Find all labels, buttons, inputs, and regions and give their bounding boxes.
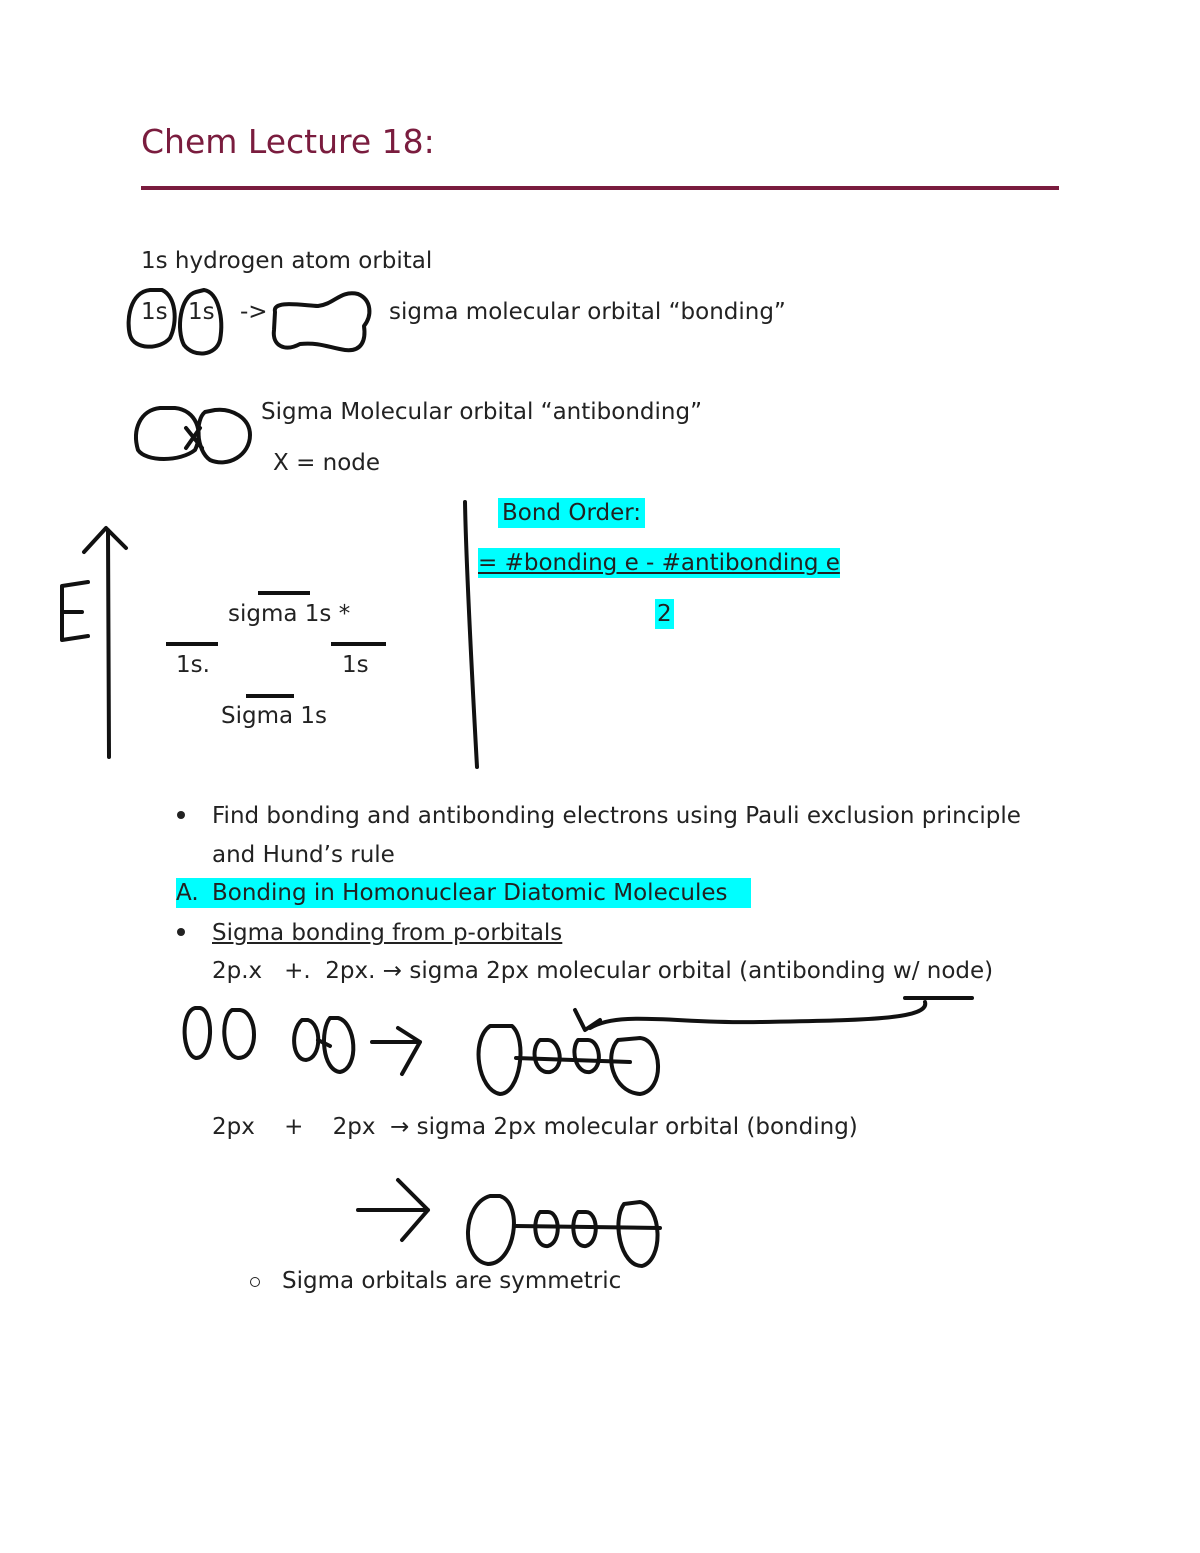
p-orbital-dot — [318, 1040, 330, 1046]
orbital-label-1s-a: 1s — [141, 299, 168, 325]
energy-level-upper-label: sigma 1s * — [228, 601, 351, 627]
bonding-2px-line: 2px + 2px → sigma 2px molecular orbital (bonding) — [212, 1114, 858, 1140]
right-arrow-sketch — [358, 1180, 428, 1240]
bonding-mo-shape — [274, 293, 370, 350]
bond-order-label: Bond Order: — [498, 498, 645, 528]
sub-bullet-circle — [250, 1277, 260, 1287]
bullet-dot — [177, 928, 185, 936]
node-note: X = node — [273, 450, 381, 476]
bullet1-line2: and Hund’s rule — [212, 842, 395, 868]
node-x-mark — [186, 428, 202, 448]
section-a-text: Bonding in Homonuclear Diatomic Molecules — [212, 880, 728, 906]
antibonding-circle-left — [136, 408, 199, 459]
energy-axis-label-e — [62, 582, 88, 640]
orbital-label-1s-b: 1s — [188, 299, 215, 325]
right-arrow-sketch — [372, 1028, 420, 1074]
antibonding-caption: Sigma Molecular orbital “antibonding” — [261, 399, 702, 425]
axis-line-sketch — [516, 1058, 630, 1062]
title-rule — [141, 186, 1059, 190]
bonding-2p-shape — [468, 1196, 658, 1266]
energy-level-upper-line — [258, 591, 310, 595]
section-heading-1s: 1s hydrogen atom orbital — [141, 248, 433, 274]
energy-level-right-line — [331, 642, 386, 646]
curved-pointer-arrow — [575, 1002, 925, 1030]
p-orbital-lobe — [185, 1008, 210, 1058]
bullet1-line1: Find bonding and antibonding electrons using Pauli exclusion principle — [212, 803, 1021, 829]
vertical-divider — [465, 502, 477, 767]
energy-level-lower-line — [246, 694, 294, 698]
energy-level-left-line — [166, 642, 218, 646]
antibonding-2p-shape — [479, 1026, 658, 1094]
energy-level-right-label: 1s — [342, 652, 369, 678]
sub-bullet-text: Sigma orbitals are symmetric — [282, 1268, 622, 1294]
p-orbital-lobe — [324, 1018, 353, 1072]
bullet-dot — [177, 811, 185, 819]
axis-line-sketch — [516, 1226, 660, 1228]
bullet2-text: Sigma bonding from p-orbitals — [212, 920, 563, 946]
bond-order-formula: = #bonding e - #antibonding e — [478, 550, 840, 576]
energy-axis-arrow — [84, 528, 126, 757]
energy-level-left-label: 1s. — [176, 652, 210, 678]
p-orbital-lobe — [224, 1010, 254, 1058]
arrow-text: -> — [240, 299, 268, 325]
section-a-marker: A. — [176, 880, 199, 906]
p-orbital-lobe — [294, 1020, 318, 1060]
bonding-caption: sigma molecular orbital “bonding” — [389, 299, 786, 325]
bond-order-denominator: 2 — [657, 601, 672, 627]
antibonding-circle-right — [198, 410, 250, 463]
antibonding-2px-line: 2p.x +. 2px. → sigma 2px molecular orbital (antibonding w/ node) — [212, 958, 994, 984]
page-title: Chem Lecture 18: — [141, 122, 435, 161]
energy-level-lower-label: Sigma 1s — [221, 703, 328, 729]
section-a-heading — [176, 878, 751, 908]
